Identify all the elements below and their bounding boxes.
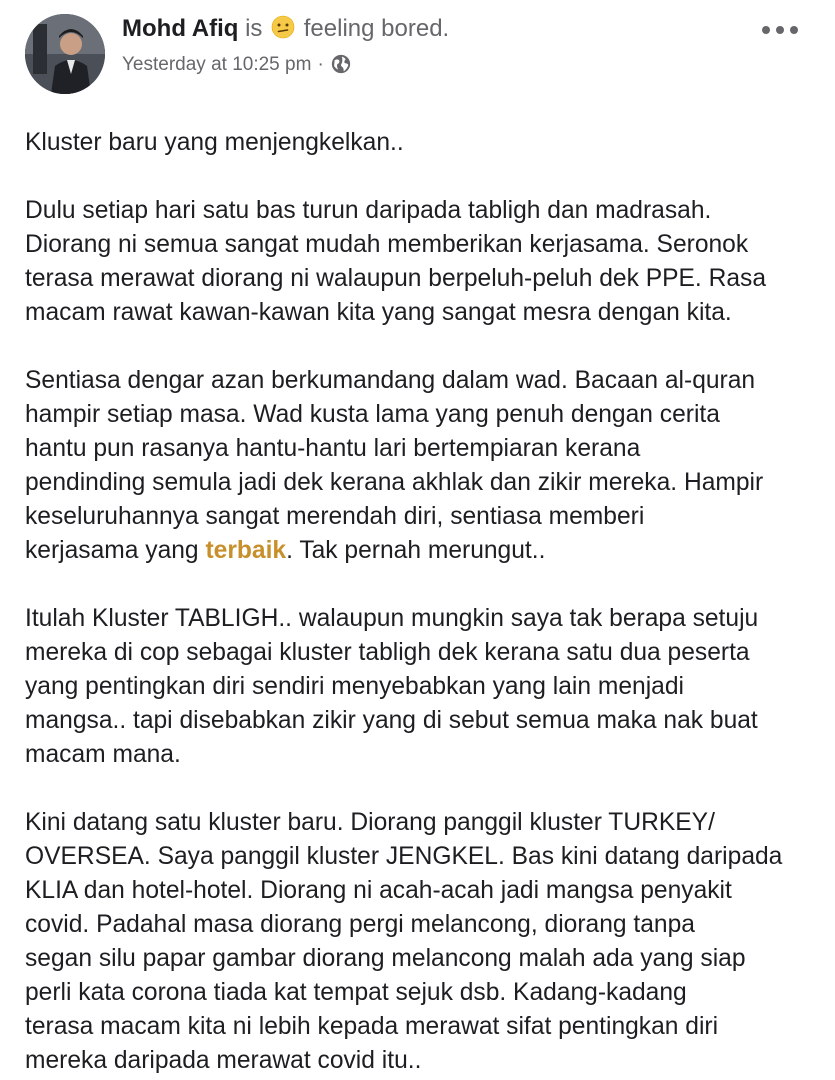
feeling-text[interactable]: feeling bored.: [303, 15, 450, 42]
avatar-photo: [25, 14, 105, 94]
paragraph-4: [25, 602, 835, 772]
post-meta: [122, 52, 352, 78]
text-line: Sentiasa dengar azan berkumandang dalam wad. Bacaan al-quran: [25, 367, 756, 394]
text-line: segan silu papar gambar diorang melancong malah ada yang siap: [25, 945, 746, 972]
text-line: macam rawat kawan-kawan kita yang sangat mesra dengan kita.: [25, 299, 732, 326]
text-line: mereka di cop sebagai kluster tabligh dek kerana satu dua peserta: [25, 639, 750, 666]
text-line: terasa merawat diorang ni walaupun berpeluh-peluh dek PPE. Rasa: [25, 265, 766, 292]
more-options-icon[interactable]: [758, 16, 802, 44]
text-line: KLIA dan hotel-hotel. Diorang ni acah-acah jadi mangsa penyakit: [25, 877, 732, 904]
author-name[interactable]: Mohd Afiq: [122, 15, 239, 42]
text-line: Kini datang satu kluster baru. Diorang panggil kluster TURKEY/: [25, 809, 715, 836]
avatar[interactable]: [25, 14, 105, 94]
highlighted-link[interactable]: terbaik: [205, 537, 287, 564]
text-line: terasa macam kita ni lebih kepada merawat sifat pentingkan diri: [25, 1013, 719, 1040]
meta-separator: ·: [317, 54, 324, 75]
post-text: [25, 126, 835, 1080]
text-line: macam mana.: [25, 741, 181, 768]
paragraph-1: [25, 126, 835, 160]
text-line: Itulah Kluster TABLIGH.. walaupun mungkin saya tak berapa setuju: [25, 605, 759, 632]
text-line: Kluster baru yang menjengkelkan..: [25, 129, 404, 156]
globe-icon[interactable]: [330, 53, 352, 75]
text-line: OVERSEA. Saya panggil kluster JENGKEL. Bas kini datang daripada: [25, 843, 783, 870]
text-line: mereka daripada merawat covid itu..: [25, 1047, 422, 1074]
text-line: perli kata corona tiada kat tempat sejuk dsb. Kadang-kadang: [25, 979, 687, 1006]
text-line: yang pentingkan diri sendiri menyebabkan yang lain menjadi: [25, 673, 684, 700]
text-line: hampir setiap masa. Wad kusta lama yang penuh dengan cerita: [25, 401, 720, 428]
more-dot: [776, 26, 784, 34]
text-line: keseluruhannya sangat merendah diri, sentiasa memberi: [25, 503, 645, 530]
post-timestamp[interactable]: Yesterday at 10:25 pm: [122, 54, 312, 75]
author-line: [122, 14, 449, 44]
text-line: pendinding semula jadi dek kerana akhlak dan zikir mereka. Hampir: [25, 469, 764, 496]
text-line: hantu pun rasanya hantu-hantu lari bertempiaran kerana: [25, 435, 641, 462]
paragraph-3: [25, 364, 835, 568]
paragraph-5: [25, 806, 835, 1078]
confused-face-icon: [271, 15, 295, 39]
paragraph-2: [25, 194, 835, 330]
text-line: covid. Padahal masa diorang pergi melancong, diorang tanpa: [25, 911, 695, 938]
text-fragment: . Tak pernah merungut..: [286, 537, 546, 564]
feeling-prefix: is: [245, 15, 263, 42]
text-line: [25, 534, 835, 568]
text-fragment: kerjasama yang: [25, 537, 206, 564]
more-dot: [762, 26, 770, 34]
text-line: Diorang ni semua sangat mudah memberikan kerjasama. Seronok: [25, 231, 749, 258]
text-line: mangsa.. tapi disebabkan zikir yang di sebut semua maka nak buat: [25, 707, 758, 734]
post-header: [0, 0, 835, 100]
more-dot: [790, 26, 798, 34]
text-line: Dulu setiap hari satu bas turun daripada tabligh dan madrasah.: [25, 197, 712, 224]
